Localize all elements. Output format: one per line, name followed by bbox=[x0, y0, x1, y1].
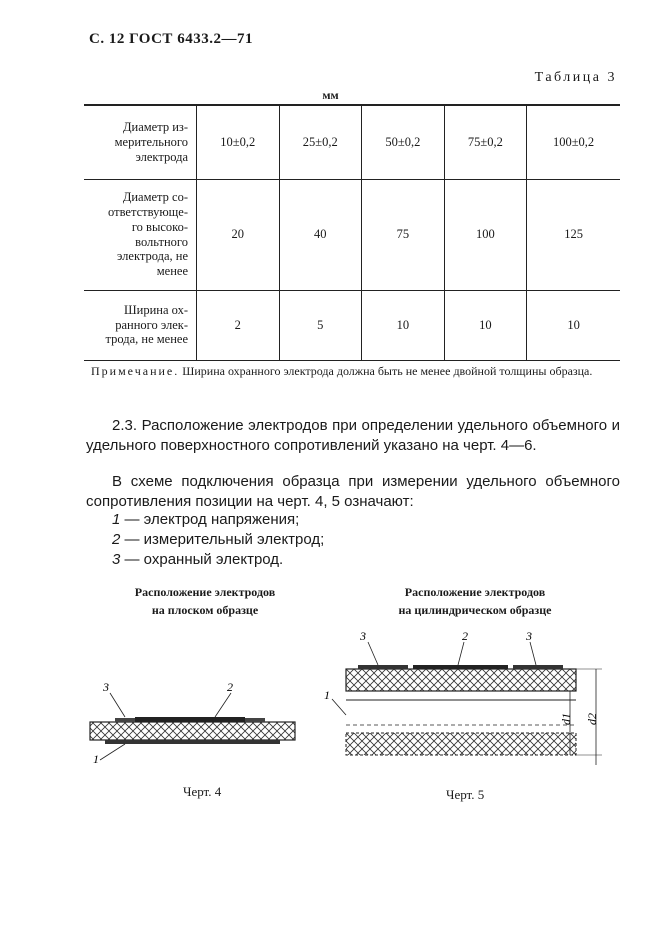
figure-5-drawing bbox=[318, 625, 618, 780]
table-cell: 10 bbox=[527, 290, 620, 360]
list-item-text: — охранный электрод. bbox=[120, 551, 284, 568]
leader-line bbox=[215, 693, 231, 717]
note-text: Ширина охранного электрода должна быть не менее двойной толщины образца. bbox=[179, 364, 593, 378]
caption-line: Расположение электродов bbox=[404, 585, 546, 599]
list-item-number: 3 bbox=[112, 551, 121, 568]
table-cell: 5 bbox=[279, 290, 362, 360]
table-cell: 50±0,2 bbox=[362, 105, 445, 179]
leader-line bbox=[100, 744, 125, 760]
leader-line bbox=[110, 693, 125, 717]
table-cell: 100±0,2 bbox=[527, 105, 620, 179]
list-item-number: 1 bbox=[112, 511, 121, 528]
section-paragraph-2: В схеме подключения образца при измерении удельного объемного сопротивления позиции на черт. 4, 5 означают: bbox=[86, 473, 620, 510]
table-cell: 25±0,2 bbox=[279, 105, 362, 179]
callout-3-right: 3 bbox=[526, 629, 532, 643]
callout-1: 1 bbox=[324, 688, 330, 702]
cylinder-wall-bottom bbox=[346, 733, 576, 755]
table-note bbox=[91, 362, 619, 380]
section-paragraph-1: 2.3. Расположение электродов при определении удельного объемного и удельного поверхностного сопротивлений указано на черт. 4—6. bbox=[86, 417, 620, 454]
cylinder-wall-top bbox=[346, 669, 576, 691]
page-header: С. 12 ГОСТ 6433.2—71 bbox=[89, 31, 253, 47]
table-units: мм bbox=[322, 88, 339, 102]
electrode-spec-table bbox=[84, 104, 620, 361]
table-row bbox=[84, 179, 620, 290]
leader-line bbox=[332, 699, 346, 715]
callout-2: 2 bbox=[462, 629, 468, 643]
table-cell: 10±0,2 bbox=[197, 105, 280, 179]
voltage-electrode bbox=[105, 740, 280, 744]
table-cell: 75±0,2 bbox=[444, 105, 527, 179]
guard-electrode-right bbox=[513, 665, 563, 669]
table-label: Таблица 3 bbox=[534, 70, 617, 85]
caption-line: на плоском образце bbox=[151, 603, 259, 617]
table-cell: 10 bbox=[362, 290, 445, 360]
table-row bbox=[84, 105, 620, 179]
list-item bbox=[112, 531, 324, 548]
leader-line bbox=[368, 642, 378, 665]
figure-4-drawing bbox=[85, 675, 315, 770]
row-label: Ширина ох- ранного элек- трода, не менее bbox=[84, 290, 197, 360]
measuring-electrode bbox=[135, 717, 245, 722]
caption-line: Расположение электродов bbox=[134, 585, 276, 599]
table-cell: 40 bbox=[279, 179, 362, 290]
leader-line bbox=[530, 642, 536, 665]
measuring-electrode bbox=[413, 665, 508, 669]
list-item-text: — электрод напряжения; bbox=[120, 511, 300, 528]
table-cell: 2 bbox=[197, 290, 280, 360]
guard-electrode-left bbox=[358, 665, 408, 669]
list-item-number: 2 bbox=[112, 531, 121, 548]
table-cell: 20 bbox=[197, 179, 280, 290]
figure-4-caption bbox=[100, 583, 310, 619]
callout-3: 3 bbox=[103, 680, 109, 694]
row-label: Диаметр со- ответствующе- го высоко- вольтного электрода, не менее bbox=[84, 179, 197, 290]
table-row bbox=[84, 290, 620, 360]
figure-5-caption bbox=[355, 583, 595, 619]
note-label: Примечание. bbox=[91, 364, 180, 378]
callout-2: 2 bbox=[227, 680, 233, 694]
callout-3-left: 3 bbox=[360, 629, 366, 643]
dim-d2-label: d2 bbox=[585, 713, 599, 725]
row-label: Диаметр из- мерительного электрода bbox=[84, 105, 197, 179]
dim-d1-label: d1 bbox=[559, 713, 573, 725]
table-cell: 75 bbox=[362, 179, 445, 290]
list-item bbox=[112, 551, 283, 568]
caption-line: на цилиндрическом образце bbox=[398, 603, 552, 617]
table-cell: 10 bbox=[444, 290, 527, 360]
table-cell: 125 bbox=[527, 179, 620, 290]
figure-4-label: Черт. 4 bbox=[183, 784, 222, 799]
list-item bbox=[112, 511, 299, 528]
flat-sample bbox=[90, 722, 295, 740]
leader-line bbox=[458, 642, 464, 665]
figure-5-label: Черт. 5 bbox=[446, 787, 485, 802]
list-item-text: — измерительный электрод; bbox=[120, 531, 325, 548]
table-cell: 100 bbox=[444, 179, 527, 290]
callout-1: 1 bbox=[93, 752, 99, 766]
